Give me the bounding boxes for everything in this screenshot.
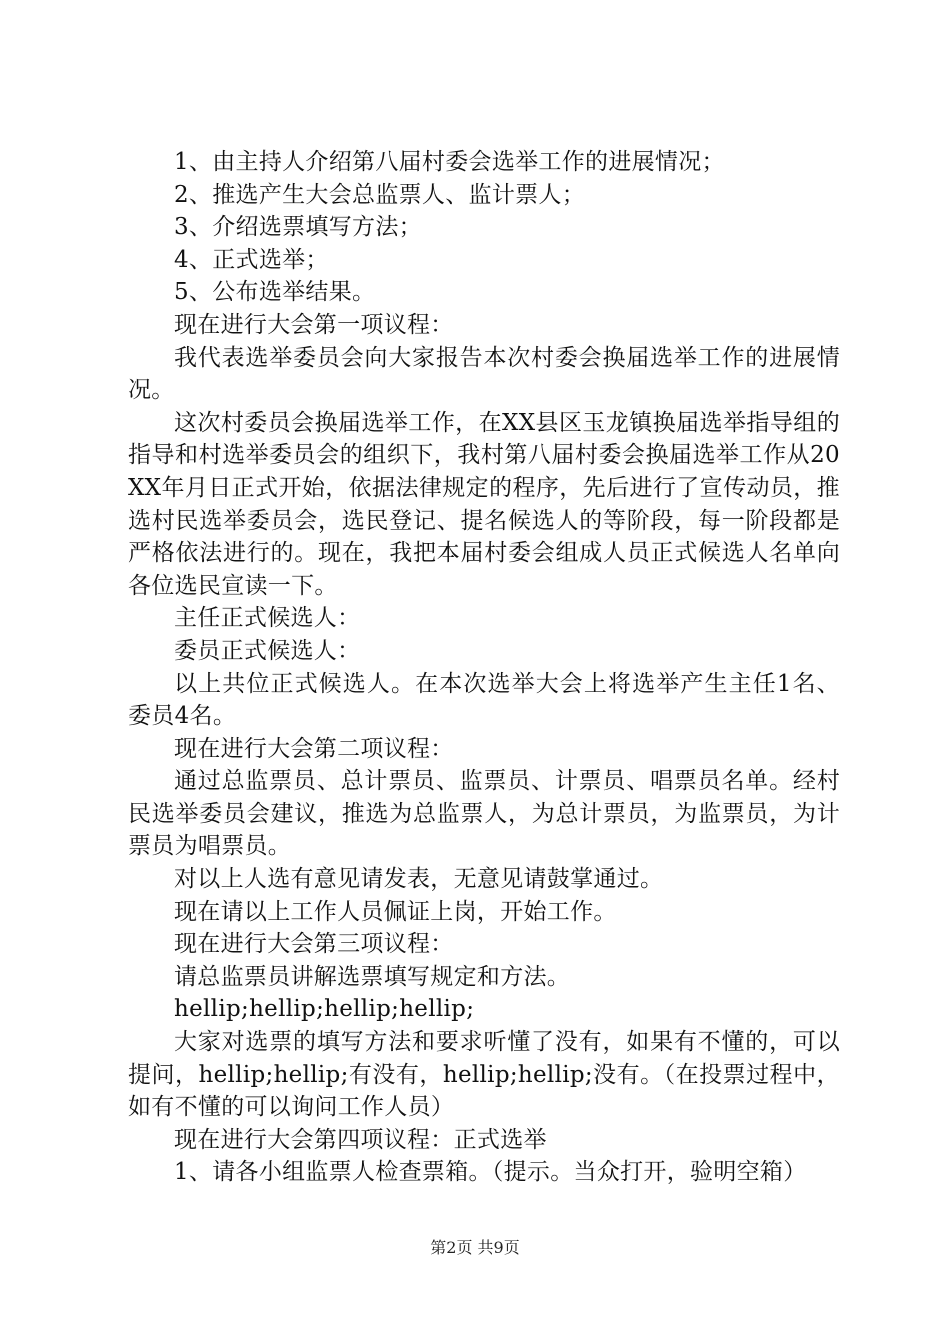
- paragraph-item-three-heading: 现在进行大会第三项议程：: [174, 931, 454, 958]
- paragraph-questions: 大家对选票的填写方法和要求听懂了没有，如果有不懂的，可以提问，hellip;hellip;有没有，hellip;hellip;没有。（在投票过程中，如有不懂的可以询问工作人员）: [128, 1029, 840, 1121]
- paragraph-item-two-heading: 现在进行大会第二项议程：: [174, 735, 454, 762]
- paragraph-staff-list: 通过总监票员、总计票员、监票员、计票员、唱票员名单。经村民选举委员会建议，推选为总监票人，为总计票员，为监票员，为计票员为唱票员。: [128, 768, 840, 860]
- paragraph-ballot-box-check: 1、请各小组监票人检查票箱。（提示。当众打开，验明空箱）: [174, 1159, 807, 1186]
- document-body: [128, 146, 840, 1189]
- paragraph-staff-start: 现在请以上工作人员佩证上岗，开始工作。: [174, 898, 617, 925]
- paragraph-agenda-1: 1、由主持人介绍第八届村委会选举工作的进展情况；: [174, 149, 725, 175]
- paragraph-report-intro: 我代表选举委员会向大家报告本次村委会换届选举工作的进展情况。: [128, 344, 840, 404]
- paragraph-ellipsis: hellip;hellip;hellip;hellip;: [174, 996, 475, 1023]
- paragraph-member-candidates: 委员正式候选人：: [174, 637, 361, 664]
- paragraph-agenda-2: 2、推选产生大会总监票人、监计票人；: [174, 181, 586, 208]
- paragraph-ballot-explanation: 请总监票员讲解选票填写规定和方法。: [174, 963, 571, 990]
- paragraph-agenda-5: 5、公布选举结果。: [174, 279, 376, 306]
- paragraph-approval: 对以上人选有意见请发表，无意见请鼓掌通过。: [174, 866, 664, 893]
- paragraph-election-progress: 这次村委员会换届选举工作，在XX县区玉龙镇换届选举指导组的指导和村选举委员会的组织下，我村第八届村委会换届选举工作从20XX年月日正式开始，依据法律规定的程序，先后进行了宣传动员，推选村民选举委员会，选民登记、提名候选人的等阶段，每一阶段都是严格依法进行的。现在，我把本届村委会组成人员正式候选人名单向各位选民宣读一下。: [128, 409, 840, 599]
- page-footer: 第2页 共9页: [430, 1238, 520, 1257]
- paragraph-director-candidates: 主任正式候选人：: [174, 605, 361, 632]
- paragraph-item-four-heading: 现在进行大会第四项议程：正式选举: [174, 1126, 547, 1153]
- paragraph-item-one-heading: 现在进行大会第一项议程：: [174, 311, 454, 338]
- paragraph-agenda-4: 4、正式选举；: [174, 246, 329, 273]
- paragraph-candidate-summary: 以上共位正式候选人。在本次选举大会上将选举产生主任1名、委员4名。: [128, 670, 840, 730]
- paragraph-agenda-3: 3、介绍选票填写方法；: [174, 214, 422, 241]
